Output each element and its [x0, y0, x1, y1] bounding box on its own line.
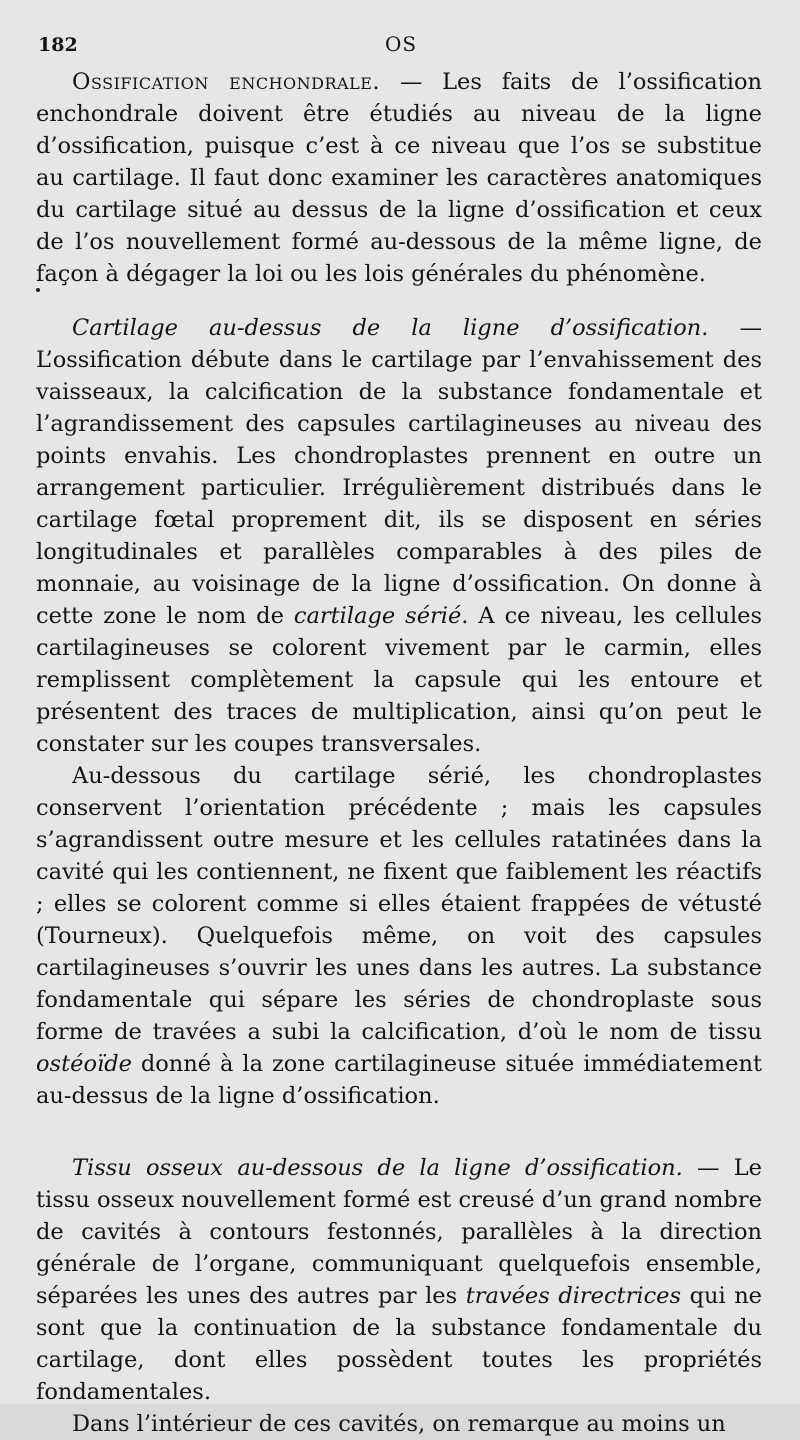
section-heading: Ossification enchondrale.	[72, 69, 381, 95]
paragraph-text: Au-dessous du cartilage sérié, les chondroplastes conservent l’orientation précédente ; mais les capsules s’agrandissent outre mesure et les cellules ratatinées dans la cavité qui les contiennent, ne fixent que faiblement les réactifs ; elles se colorent comme si elles étaient frappées de vétusté (Tourneux). Quelquefois même, on voit des capsules cartilagineuses s’ouvrir les unes dans les autres. La substance fondamentale qui sépare les séries de chondroplaste sous forme de travées a subi la calcification, d’où le nom de tissu	[36, 763, 762, 1045]
heading-dash: —	[380, 69, 443, 95]
paragraph-text: L’ossification débute dans le cartilage par l’envahissement des vaisseaux, la calcification de la substance fondamentale et l’agrandissement des capsules cartilagineuses au niveau des points envahis. Les chondroplastes prennent en outre un arrangement particulier. Irrégulièrement distribués dans le cartilage fœtal proprement dit, ils se disposent en séries longitudinales et parallèles comparables à des piles de monnaie, au voisinage de la ligne d’ossification. On donne à cette zone le nom de	[36, 347, 762, 629]
running-head: OS	[385, 32, 418, 56]
italic-term: travées directrices	[465, 1283, 682, 1309]
italic-term: cartilage sérié	[293, 603, 462, 629]
paragraph-text: donné à la zone cartilagineuse située immédiatement au-dessus de la ligne d’ossification.	[36, 1051, 762, 1109]
paragraph-text: Le tissu osseux nouvellement formé est creusé d’un grand nombre de cavités à contours festonnés, parallèles à la direction générale de l’organe, communiquant quelquefois ensemble, séparées les unes des autres par les	[36, 1155, 762, 1309]
page-body	[36, 66, 762, 1440]
heading-dash: —	[708, 315, 763, 341]
paragraph-au-dessous-cartilage-serie	[36, 760, 762, 1112]
paragraph-text: qui ne sont que la continuation de la substance fondamentale du cartilage, dont elles possèdent toutes les propriétés fondamentales.	[36, 1283, 763, 1405]
page-header	[0, 30, 800, 60]
section-heading: Tissu osseux au-dessous de la ligne d’ossification.	[72, 1155, 683, 1181]
page-number: 182	[38, 34, 78, 56]
italic-term: ostéoïde	[36, 1051, 132, 1077]
section-heading: Cartilage au-dessus de la ligne d’ossification.	[72, 315, 709, 341]
paragraph-text: . A ce niveau, les cellules cartilagineuses se colorent vivement par le carmin, elles remplissent complètement la capsule qui les entoure et présentent des traces de multiplication, ainsi qu’on peut le constater sur les coupes transversales.	[36, 603, 763, 757]
paragraph-tissu-osseux	[36, 1152, 762, 1408]
paragraph-gap	[36, 1112, 762, 1152]
paragraph-gap	[36, 290, 762, 312]
paragraph-interieur-cavites	[36, 1408, 762, 1440]
heading-dash: —	[682, 1155, 734, 1181]
paragraph-ossification-enchondrale	[36, 66, 762, 290]
paragraph-text: Dans l’intérieur de ces cavités, on remarque au moins un	[72, 1411, 726, 1437]
paragraph-text: Les faits de l’ossification enchondrale doivent être étudiés au niveau de la ligne d’ossification, puisque c’est à ce niveau que l’os se substitue au cartilage. Il faut donc examiner les caractères anatomiques du cartilage situé au dessus de la ligne d’ossification et ceux de l’os nouvellement formé au-dessous de la même ligne, de façon à dégager la loi ou les lois générales du phénomène.	[36, 69, 762, 287]
paragraph-cartilage-au-dessus	[36, 312, 762, 760]
